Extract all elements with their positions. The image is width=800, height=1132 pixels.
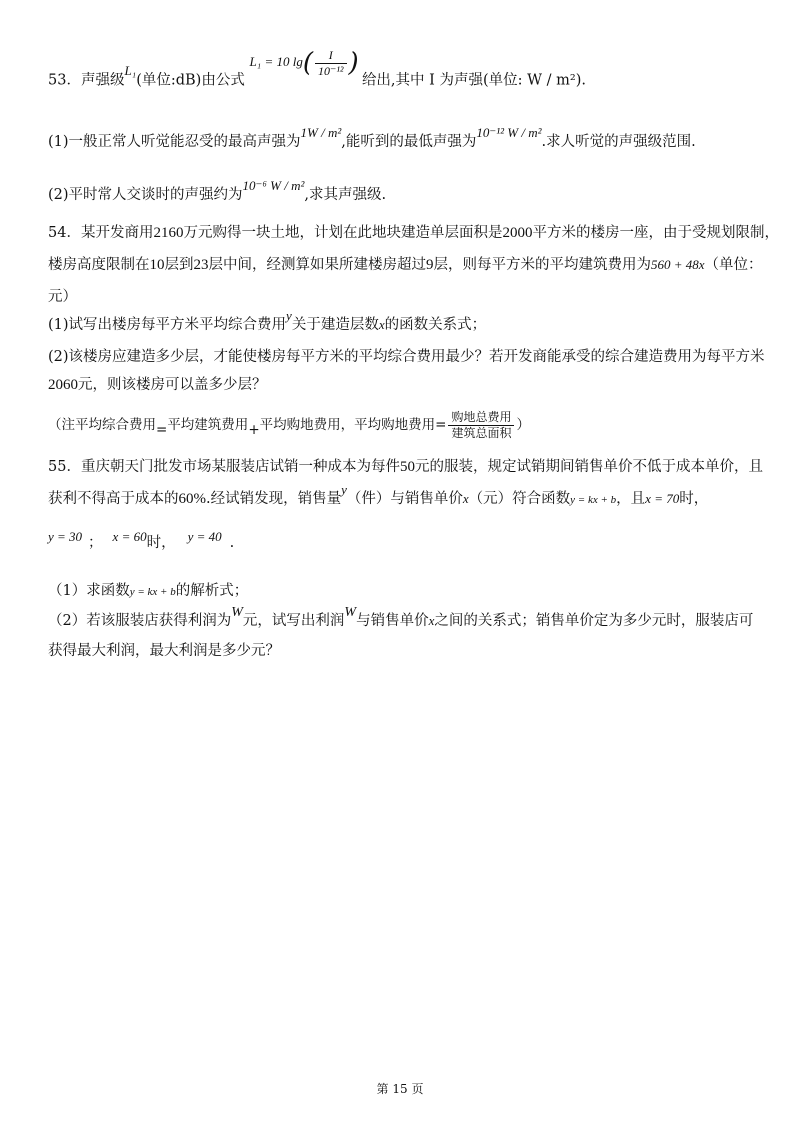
- note-fraction: $\frac{\text{购地总费用}}{\text{建筑总面积}}$: [448, 410, 514, 441]
- q54-part2-cont: 2060元，则该楼房可以盖多少层？: [48, 377, 267, 393]
- q54-part2: (2)该楼房应建造多少层，才能使楼房每平方米的平均综合费用最少？若开发商能承受的综合建造费用为每平方米: [48, 349, 765, 365]
- q54-part1: (1)试写出楼房每平方米平均综合费用y关于建造层数x的函数关系式；: [48, 308, 487, 333]
- q53-stem: 53．声强级L₁(单位:dB)由公式 L₁ = 10 lg( $\frac{I}{\text{10⁻¹²}}$ ) 给出,其中 I 为声强(单位: W / m²).: [48, 48, 586, 89]
- q54-note: （注平均综合费用=平均建筑费用+平均购地费用，平均购地费用= $\frac{\text{购地总费用}}{\text{建筑总面积}}$ ）: [48, 410, 530, 440]
- q53-part2: (2)平时常人交谈时的声强约为10⁻⁶ W / m²,求其声强级.: [48, 178, 387, 203]
- q54-stem-line1: 54．某开发商用2160万元购得一块土地，计划在此地块建造单层面积是2000平方米的楼房一座，由于受规划限制，: [48, 225, 779, 241]
- page-number: 第 15 页: [376, 1082, 424, 1096]
- math-L1: L₁: [124, 63, 137, 79]
- q54-stem-line3: 元）: [48, 289, 77, 305]
- q55-stem-line1: 55．重庆朝天门批发市场某服装店试销一种成本为每件50元的服装，规定试销期间销售单价不低于成本单价，且: [48, 459, 763, 475]
- q55-stem-line2: 获利不得高于成本的60%.经试销发现，销售量y（件）与销售单价x（元）符合函数y = kx + b，且x = 70时，: [48, 482, 709, 507]
- q55-part2: （2）若该服装店获得利润为W元，试写出利润W与销售单价x之间的关系式；销售单价定为多少元时，服装店可: [48, 605, 754, 629]
- formula-sound-level: L₁ = 10 lg( $\frac{I}{\text{10⁻¹²}}$ ): [249, 48, 359, 79]
- q54-stem-line2: 楼房高度限制在10层到23层中间，经测算如果所建楼房超过9层，则每平方米的平均建筑费用为560 + 48x（单位：: [48, 257, 763, 273]
- q53-part1: (1)一般正常人听觉能忍受的最高声强为1W / m²,能听到的最低声强为10⁻¹² W / m².求人听觉的声强级范围.: [48, 125, 696, 150]
- q55-part1: （1）求函数y = kx + b的解析式；: [48, 583, 249, 599]
- q55-stem-line3: y = 30 ； x = 60时， y = 40 .: [48, 529, 235, 551]
- q55-part2-cont: 获得最大利润，最大利润是多少元？: [48, 643, 280, 659]
